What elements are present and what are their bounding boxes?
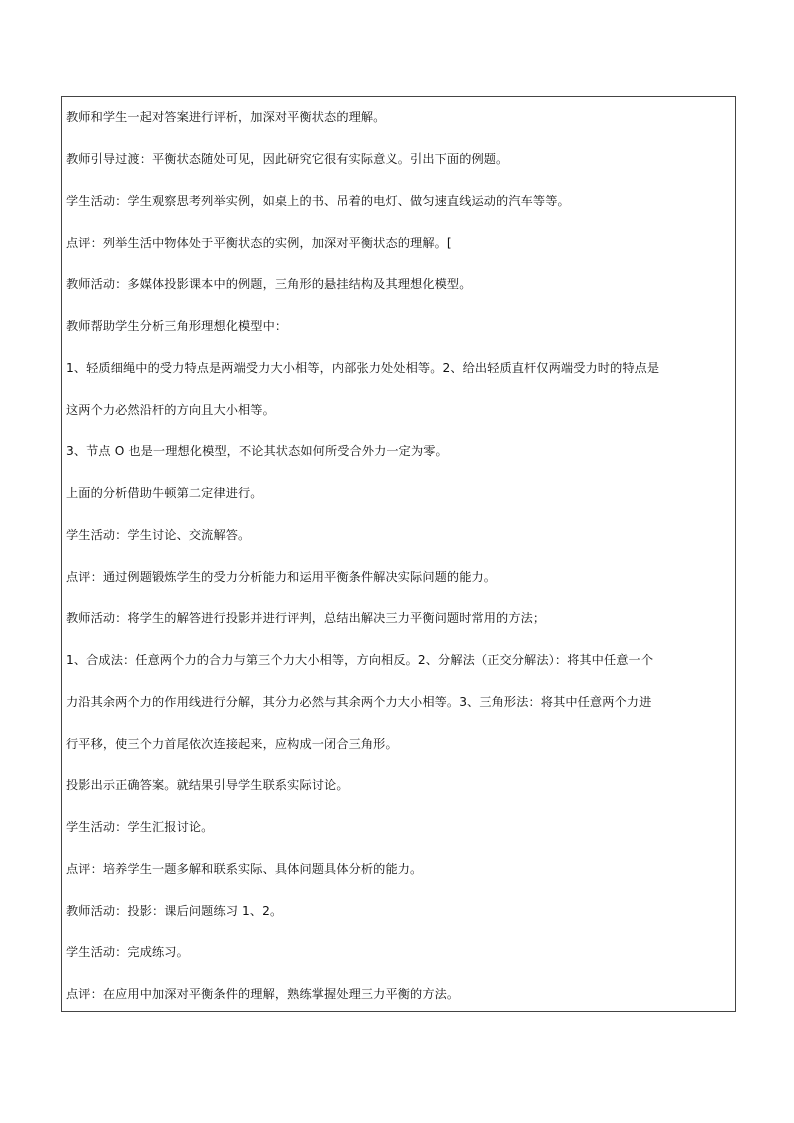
paragraph-17: 投影出示正确答案。就结果引导学生联系实际讨论。 [66, 778, 349, 792]
paragraph-7: 1、轻质细绳中的受力特点是两端受力大小相等，内部张力处处相等。2、给出轻质直杆仅两端受力时的特点是 [66, 361, 660, 375]
paragraph-19: 点评：培养学生一题多解和联系实际、具体问题具体分析的能力。 [66, 862, 423, 876]
paragraph-8: 这两个力必然沿杆的方向且大小相等。 [66, 403, 275, 417]
paragraph-6: 教师帮助学生分析三角形理想化模型中： [66, 319, 288, 333]
paragraph-15: 力沿其余两个力的作用线进行分解，其分力必然与其余两个力大小相等。3、三角形法：将其中任意两个力进 [66, 695, 652, 709]
paragraph-20: 教师活动：投影：课后问题练习 1、2。 [66, 904, 283, 918]
paragraph-5: 教师活动：多媒体投影课本中的例题，三角形的悬挂结构及其理想化模型。 [66, 277, 472, 291]
paragraph-18: 学生活动：学生汇报讨论。 [66, 820, 214, 834]
paragraph-16: 行平移，使三个力首尾依次连接起来，应构成一闭合三角形。 [66, 737, 398, 751]
paragraph-3: 学生活动：学生观察思考列举实例，如桌上的书、吊着的电灯、做匀速直线运动的汽车等等。 [66, 194, 570, 208]
paragraph-9: 3、节点 O 也是一理想化模型，不论其状态如何所受合外力一定为零。 [66, 444, 448, 458]
paragraph-2: 教师引导过渡：平衡状态随处可见，因此研究它很有实际意义。引出下面的例题。 [66, 152, 509, 166]
paragraph-21: 学生活动：完成练习。 [66, 945, 189, 959]
paragraph-12: 点评：通过例题锻炼学生的受力分析能力和运用平衡条件解决实际问题的能力。 [66, 570, 497, 584]
paragraph-13: 教师活动：将学生的解答进行投影并进行评判，总结出解决三力平衡问题时常用的方法； [66, 611, 546, 625]
paragraph-22: 点评：在应用中加深对平衡条件的理解，熟练掌握处理三力平衡的方法。 [66, 987, 460, 1001]
paragraph-11: 学生活动：学生讨论、交流解答。 [66, 528, 251, 542]
paragraph-14: 1、合成法：任意两个力的合力与第三个力大小相等，方向相反。2、分解法（正交分解法）：将其中任意一个 [66, 653, 654, 667]
paragraph-1: 教师和学生一起对答案进行评析，加深对平衡状态的理解。 [66, 110, 386, 124]
paragraph-4: 点评：列举生活中物体处于平衡状态的实例，加深对平衡状态的理解。[ [66, 236, 452, 250]
paragraph-10: 上面的分析借助牛顿第二定律进行。 [66, 486, 263, 500]
